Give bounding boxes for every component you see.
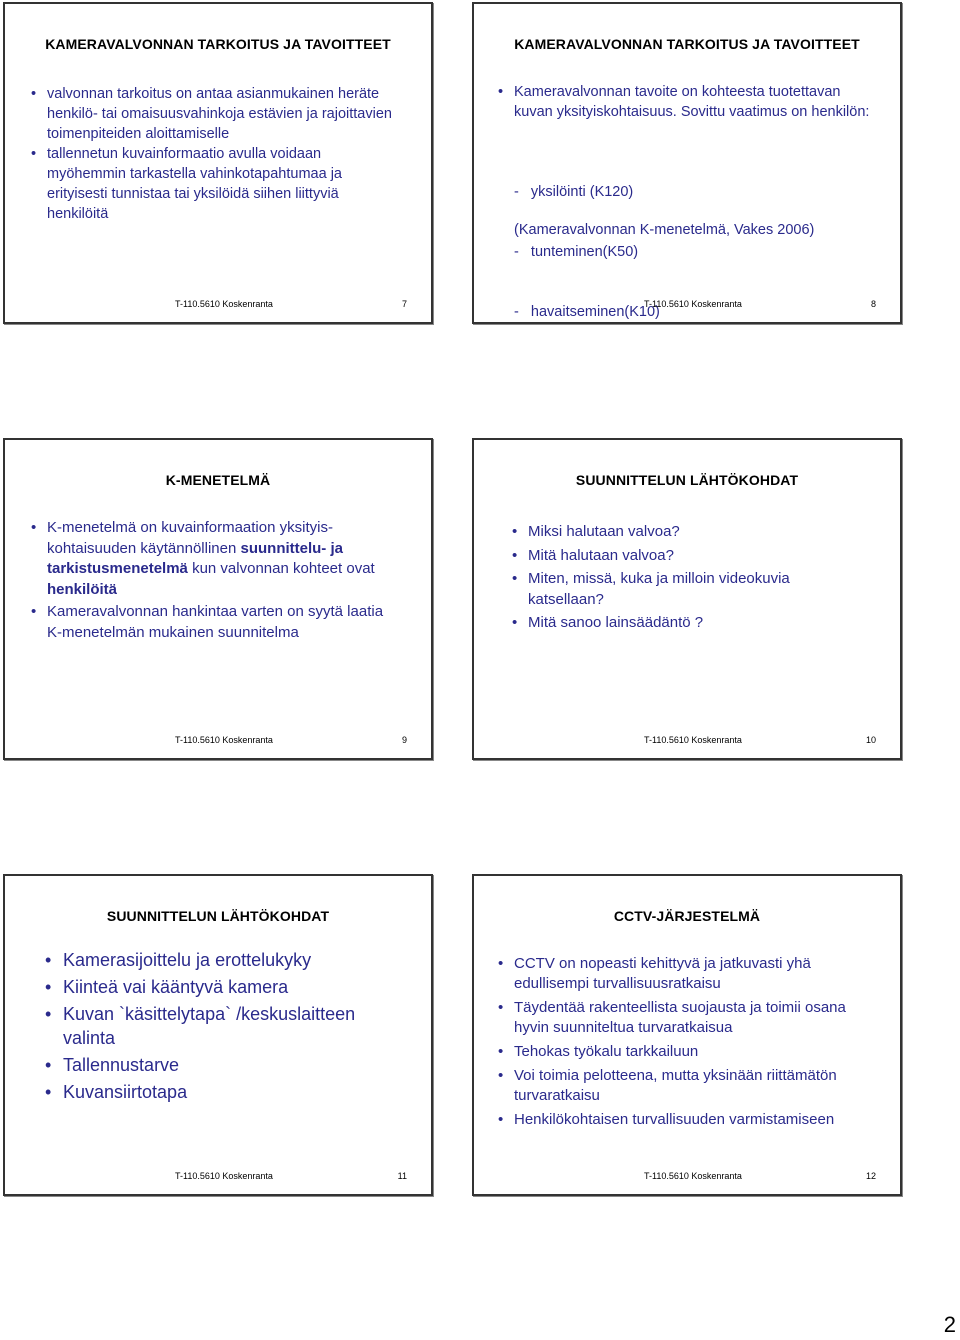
list-item: [31, 518, 386, 600]
list-item: • Kiinteä vai kääntyvä kamera: [45, 975, 385, 999]
list-item: • Voi toimia pelotteena, mutta yksinään riittämätön turvaratkaisu: [498, 1066, 883, 1106]
slide-footer-number: 10: [865, 735, 876, 745]
text-run: K-menetelmä on kuvainformaation yksityis-kohtaisuuden käytännöllinen: [47, 519, 333, 557]
slide-footer-course: T-110.5610 Koskenranta: [644, 299, 742, 309]
bullet-list: [512, 522, 842, 634]
list-item: • Kameravalvonnan tavoite on kohteesta tuotettavan kuvan yksityiskohtaisuus. Sovittu vaatimus on henkilön:: [498, 82, 873, 122]
slide-11: [3, 874, 433, 1196]
emphasis-text: henkilöitä: [47, 580, 118, 598]
list-item: • Kamerasijoittelu ja erottelukyky: [45, 948, 385, 972]
list-item: • tallennetun kuvainformaatio avulla voidaan myöhemmin tarkastella vahinkotapahtumaa ja erityisesti tunnistaa tai yksilöidä siihen liittyviä henkilöitä: [31, 144, 401, 224]
slide-9: [3, 438, 433, 760]
slide-footer-number: 11: [397, 1171, 407, 1181]
list-item: • CCTV on nopeasti kehittyvä ja jatkuvasti yhä edullisempi turvallisuusratkaisu: [498, 954, 883, 994]
slide-footer-course: T-110.5610 Koskenranta: [175, 299, 273, 309]
list-item: • Täydentää rakenteellista suojausta ja toimii osana hyvin suunniteltua turvaratkaisua: [498, 998, 883, 1038]
slide-footer-number: 7: [401, 299, 407, 309]
bullet-list: [31, 84, 401, 224]
list-item: • Henkilökohtaisen turvallisuuden varmistamiseen: [498, 1110, 883, 1130]
text-run: kun valvonnan kohteet ovat: [187, 560, 375, 577]
slide-footer-course: T-110.5610 Koskenranta: [644, 735, 742, 745]
list-item: • Mitä sanoo lainsäädäntö ?: [512, 613, 842, 634]
list-item: • Kameravalvonnan hankintaa varten on syytä laatia K-menetelmän mukainen suunnitelma: [31, 602, 386, 643]
page-number: 2: [943, 1312, 956, 1337]
emphasis-text: suunnittelu- ja tarkistusmenetelmä: [47, 539, 343, 577]
slide-title: SUUNNITTELUN LÄHTÖKOHDAT: [575, 472, 799, 488]
slide-footer-number: 8: [870, 299, 876, 309]
slide-title: KAMERAVALVONNAN TARKOITUS JA TAVOITTEET: [45, 36, 391, 52]
list-item: • Tehokas työkalu tarkkailuun: [498, 1042, 883, 1062]
list-item: • Mitä halutaan valvoa?: [512, 546, 842, 567]
slide-title: K-MENETELMÄ: [165, 472, 271, 488]
slide-title: KAMERAVALVONNAN TARKOITUS JA TAVOITTEET: [514, 36, 860, 52]
slide-footer-course: T-110.5610 Koskenranta: [175, 1171, 273, 1181]
slide-footer-course: T-110.5610 Koskenranta: [175, 735, 273, 745]
list-item: • valvonnan tarkoitus on antaa asianmukainen heräte henkilö- tai omaisuusvahinkoja estävien ja rajoittavien toimenpiteiden aloittamiselle: [31, 84, 401, 144]
dash-item: - yksilöinti (K120): [514, 184, 634, 200]
bullet-list: [498, 954, 883, 1130]
slide-footer-course: T-110.5610 Koskenranta: [644, 1171, 742, 1181]
list-item: • Kuvan `käsittelytapa` /keskuslaitteen valinta: [45, 1002, 385, 1050]
slide-8: [472, 2, 902, 324]
list-item: • Miten, missä, kuka ja milloin videokuvia katsellaan?: [512, 569, 842, 610]
list-item: • Kuvansiirtotapa: [45, 1080, 385, 1104]
slide-10: [472, 438, 902, 760]
bullet-list: [45, 948, 385, 1104]
slide-12: [472, 874, 902, 1196]
slide-7: [3, 2, 433, 324]
list-item: • Tallennustarve: [45, 1053, 385, 1077]
dash-list: [514, 142, 660, 362]
dash-item: - havaitseminen(K10): [514, 304, 660, 320]
reference-note: (Kameravalvonnan K-menetelmä, Vakes 2006): [514, 222, 815, 238]
dash-item: - tunteminen(K50): [514, 244, 639, 260]
list-item: • Miksi halutaan valvoa?: [512, 522, 842, 543]
slide-footer-number: 12: [865, 1171, 876, 1181]
bullet-list: [31, 518, 386, 643]
slide-title: SUUNNITTELUN LÄHTÖKOHDAT: [106, 908, 330, 924]
bullet-list: [498, 82, 873, 122]
slide-title: CCTV-JÄRJESTELMÄ: [613, 908, 761, 924]
slide-footer-number: 9: [401, 735, 407, 745]
